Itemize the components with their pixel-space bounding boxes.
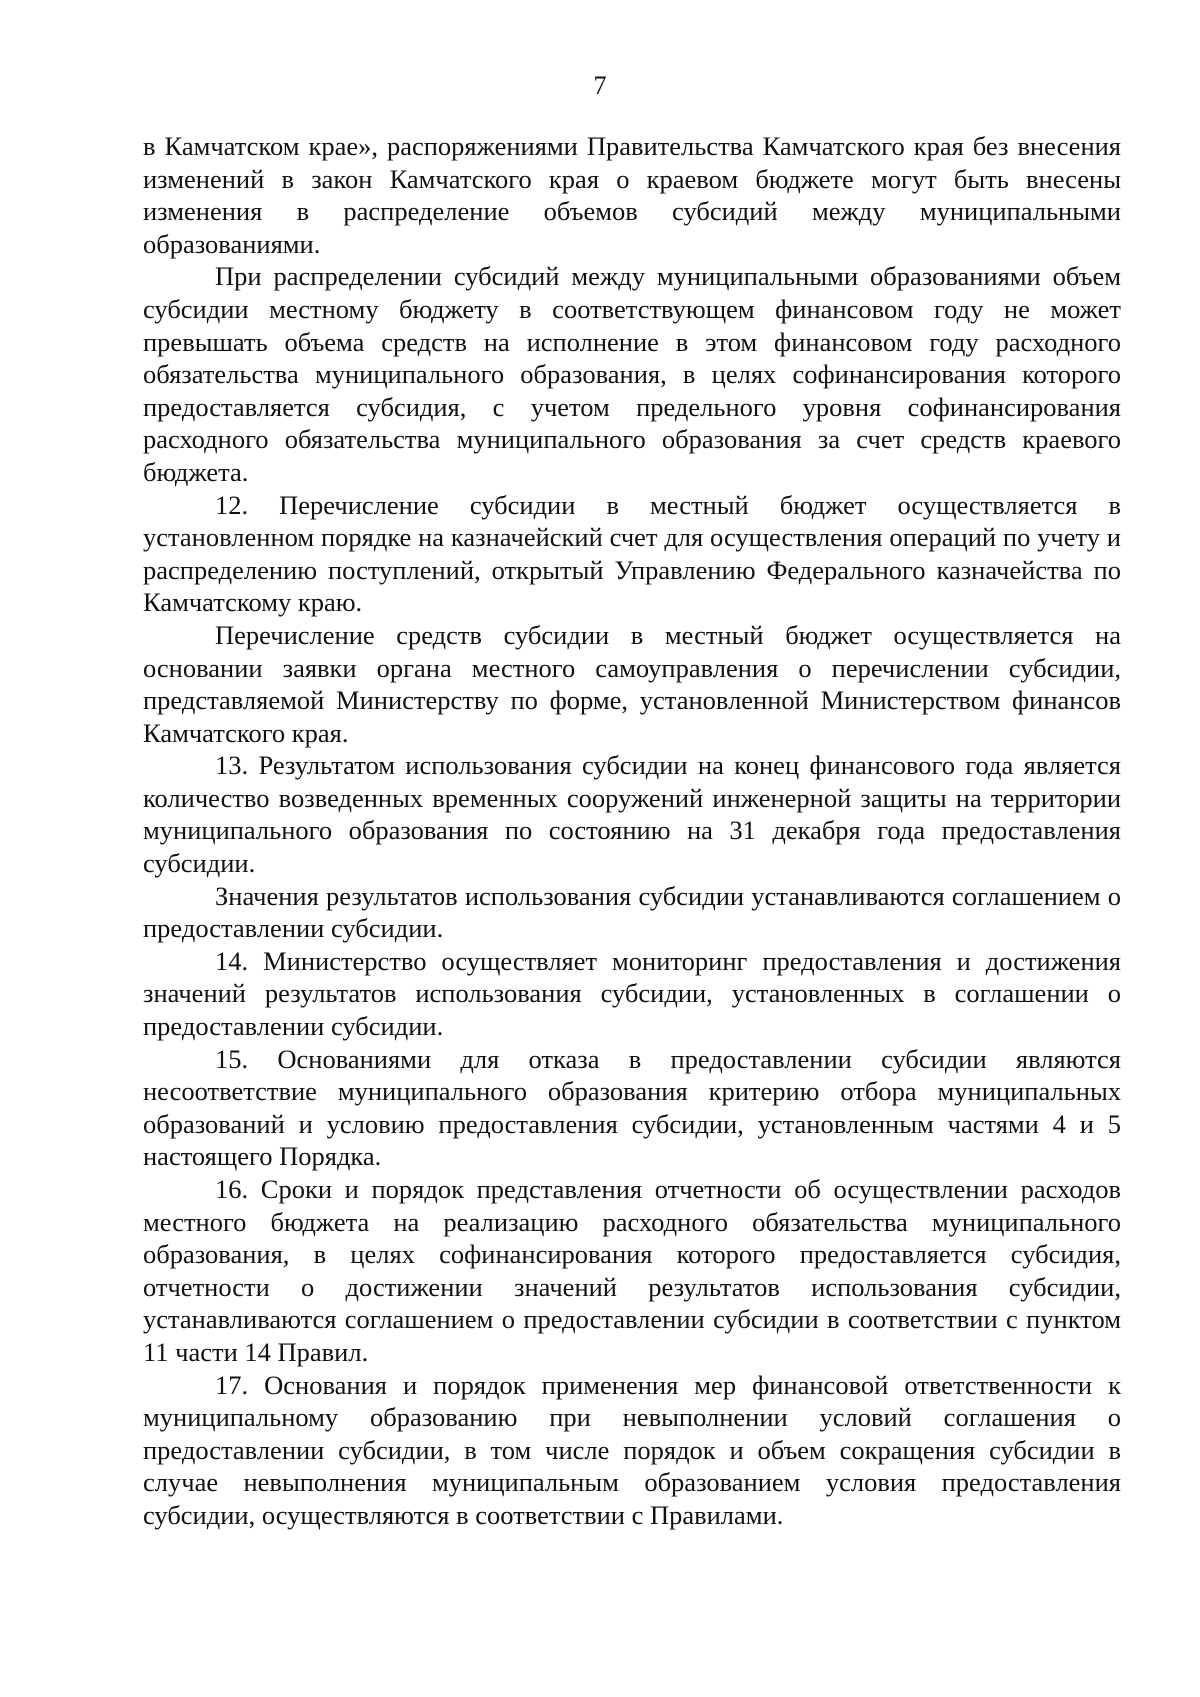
paragraph-item-13-values: Значения результатов использования субсидии устанавливаются соглашением о предоставлении субсидии. (143, 880, 1121, 944)
document-body (143, 130, 1121, 1532)
paragraph-item-17: 17. Основания и порядок применения мер финансовой ответственности к муниципальному образованию при невыполнении условий соглашения о предоставлении субсидии, в том числе порядок и объем сокращения субсидии в случае невыполнения муниципальным образованием условия предоставления субсидии, осуществляются в соответствии с Правилами. (143, 1369, 1121, 1530)
paragraph-distribution-limit: При распределении субсидий между муниципальными образованиями объем субсидии местному бюджету в соответствующем финансовом году не может превышать объема средств на исполнение в этом финансовом году расходного обязательства муниципального образования, в целях софинансирования которого предоставляется субсидия, с учетом предельного уровня софинансирования расходного обязательства муниципального образования за счет средств краевого бюджета. (143, 261, 1121, 487)
paragraph-item-12-transfer: Перечисление средств субсидии в местный бюджет осуществляется на основании заявки органа местного самоуправления о перечислении субсидии, представляемой Министерству по форме, установленной Министерством финансов Камчатского края. (143, 619, 1121, 748)
paragraph-item-14: 14. Министерство осуществляет мониторинг предоставления и достижения значений результатов использования субсидии, установленных в соглашении о предоставлении субсидии. (143, 945, 1121, 1042)
paragraph-item-16: 16. Сроки и порядок представления отчетности об осуществлении расходов местного бюджета на реализацию расходного обязательства муниципального образования, в целях софинансирования которого предоставляется субсидия, отчетности о достижении значений результатов использования субсидии, устанавливаются соглашением о предоставлении субсидии в соответствии с пунктом 11 части 14 Правил. (143, 1174, 1121, 1367)
paragraph-item-12: 12. Перечисление субсидии в местный бюджет осуществляется в установленном порядке на казначейский счет для осуществления операций по учету и распределению поступлений, открытый Управлению Федерального казначейства по Камчатскому краю. (143, 489, 1121, 618)
paragraph-continuation: в Камчатском крае», распоряжениями Правительства Камчатского края без внесения изменений в закон Камчатского края о краевом бюджете могут быть внесены изменения в распределение объемов субсидий между муниципальными образованиями. (143, 131, 1121, 259)
paragraph-item-15: 15. Основаниями для отказа в предоставлении субсидии являются несоответствие муниципального образования критерию отбора муниципальных образований и условию предоставления субсидии, установленным частями 4 и 5 настоящего Порядка. (143, 1043, 1121, 1172)
page-number: 7 (593, 71, 607, 100)
paragraph-item-13: 13. Результатом использования субсидии на конец финансового года является количество возведенных временных сооружений инженерной защиты на территории муниципального образования по состоянию на 31 декабря года предоставления субсидии. (143, 750, 1121, 879)
